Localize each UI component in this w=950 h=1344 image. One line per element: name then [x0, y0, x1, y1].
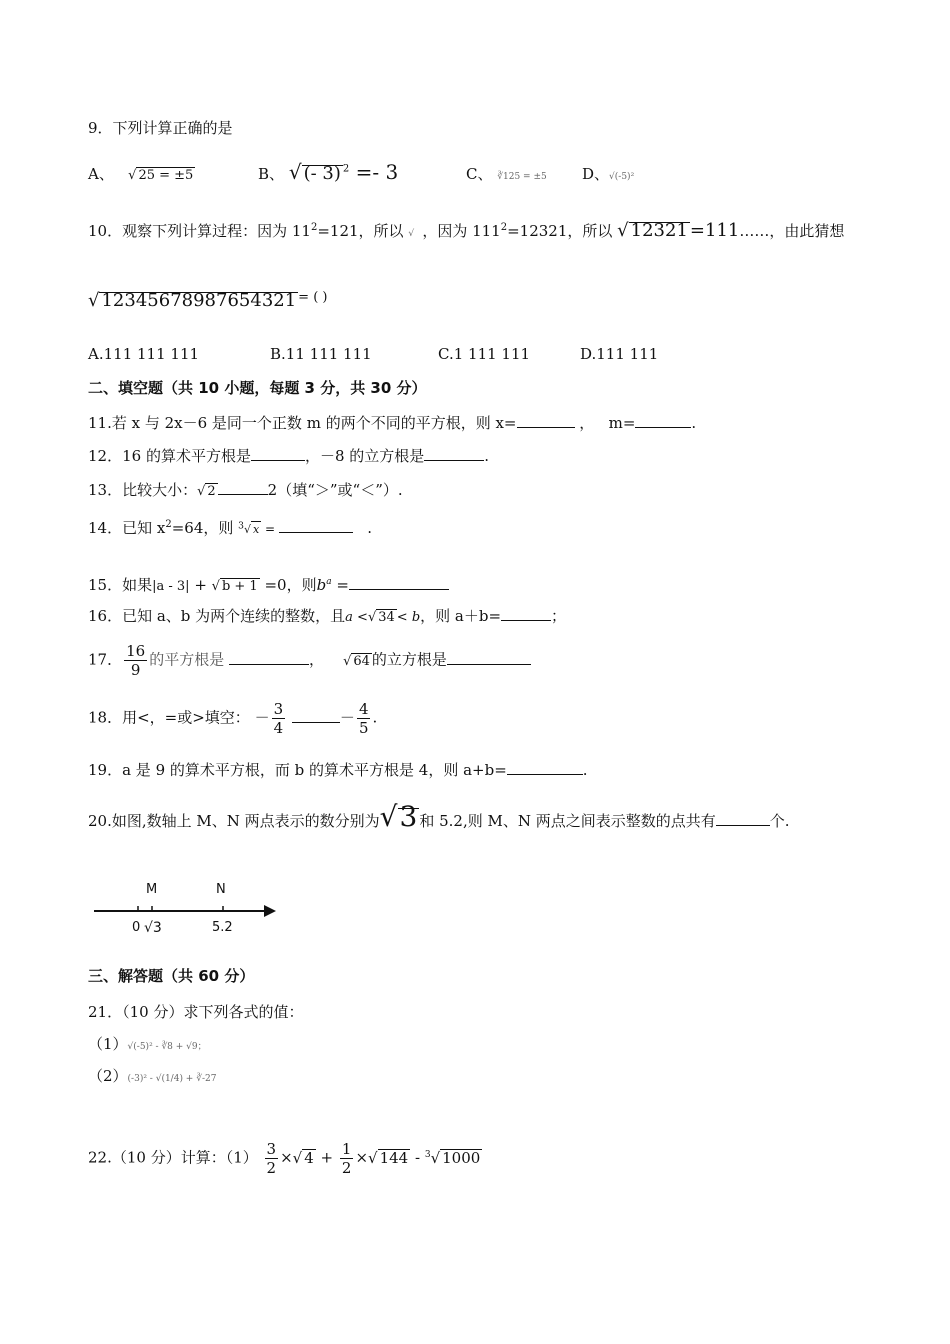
origin-label: 0 — [132, 920, 141, 935]
arrow-right-icon — [264, 905, 276, 917]
q9-stem: 9．下列计算正确的是 — [88, 119, 233, 137]
section-answer-heading: 三、解答题（共 60 分） — [88, 967, 255, 985]
section-fill-blank-heading: 二、填空题（共 10 小题，每题 3 分，共 30 分） — [88, 379, 427, 397]
q10-option-b: B.11 111 111 — [270, 345, 372, 363]
point-n-label: N — [216, 882, 226, 897]
q9-option-c: C、 ∛125 = ±5 — [466, 165, 547, 183]
q14: 14．已知 $x^2=64$，则 $^3$√ x = . — [88, 519, 372, 537]
q10-big-root: √ 12345678987654321 = ( ) — [88, 290, 328, 311]
q20: 20.如图,数轴上 M、N 两点表示的数分别为√3 和 5.2,则 M、N 两点之间表示整数的点共有 个. — [88, 800, 790, 833]
q10-stem: 10．观察下列计算过程：因为 $11^2=121$，所以 √ ，因为 $111^2=12321$，所以 √ 12321 =111……，由此猜想 — [88, 220, 845, 241]
q10-option-d: D.111 111 — [580, 345, 659, 363]
q21-part2: （2）(-3)² - √(1/4) + ∛-27 — [88, 1067, 217, 1085]
q10-option-c: C.1 111 111 — [438, 345, 531, 363]
q21-stem: 21．（10 分）求下列各式的值： — [88, 1003, 304, 1021]
q17: 17． $\frac{16}{9}$ 的平方根是 ， √ 64 的立方根是 — [88, 642, 531, 679]
q9-option-b: B、 √ (- 3) $^2$ =- 3 — [258, 160, 399, 184]
q13: 13．比较大小：√ 2 2（填“＞”或“＜”）. — [88, 481, 403, 499]
q10-option-a: A.111 111 111 — [88, 345, 200, 363]
q21-part1: （1）√(-5)² - ∛8 + √9； — [88, 1035, 207, 1053]
q19: 19．a 是 9 的算术平方根，而 b 的算术平方根是 4，则 a+b= . — [88, 761, 588, 779]
q16: 16．已知 a、b 为两个连续的整数，且a <√ 34 < b，则 a＋b= ； — [88, 607, 567, 625]
value-5-2-label: 5.2 — [212, 920, 233, 935]
q12: 12．16 的算术平方根是 ，－8 的立方根是 . — [88, 447, 490, 465]
number-line-figure — [90, 878, 290, 948]
number-line-svg — [90, 878, 290, 948]
q18: 18．用<，=或>填空： － $\frac{3}{4}$ － $\frac{4}{5}$ . — [88, 700, 378, 737]
sqrt3-label: √3 — [144, 920, 162, 936]
q22: 22.（10 分）计算：（1） $\frac{3}{2}$ ×√ 4 + $\frac{1}{2}$ ×√ 144 - $^3$√ 1000 — [88, 1140, 481, 1177]
q9-option-d: D、√(-5)² — [582, 165, 635, 183]
q11: 11.若 x 与 2x－6 是同一个正数 m 的两个不同的平方根，则 x= ， m= . — [88, 414, 697, 432]
q9-option-a: A、 √ 25 = ±5 — [88, 165, 194, 183]
point-m-label: M — [146, 882, 158, 897]
q15: 15．如果|a - 3| + √ b + 1 =0，则$b^a$ = — [88, 572, 449, 597]
